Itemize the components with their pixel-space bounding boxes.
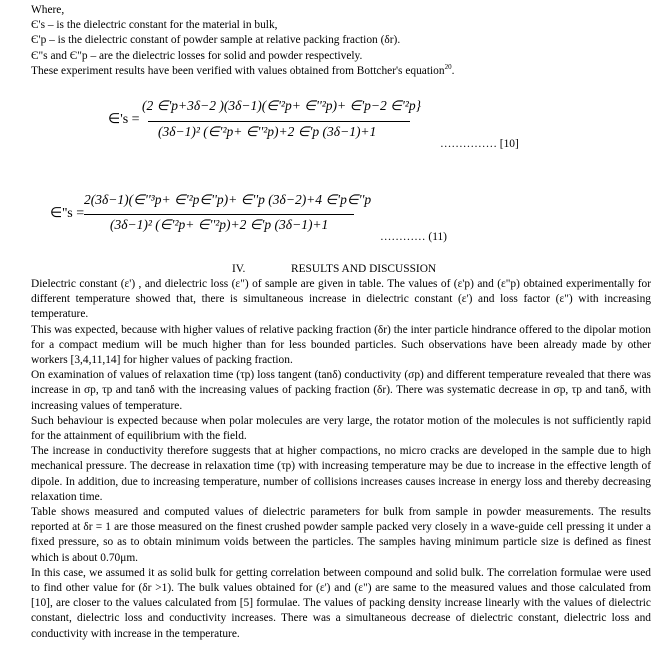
bottcher-ref: 20: [444, 63, 452, 72]
equation-10-lhs: ∈'s =: [108, 112, 140, 127]
bottcher-text: These experiment results have been verified with values obtained from Bottcher's equation: [31, 64, 445, 77]
paragraph-7: In this case, we assumed it as solid bulk for getting correlation between compound and solid bulk. The correlation formulae were used to find other value for (δr >1). The bulk values obtained for (ε') and (ε") are same to the measured values and those calculated from [10], are closer to the values calculated from [5] formulae. The values of packing density increase linearly with the values of dielectric constant, dielectric loss and conductivity increases. There was a simultaneous decrease of dielectric constant, dielectric loss and conductivity with increase in the temperature.: [31, 566, 651, 640]
equation-11-bar: [84, 214, 354, 215]
definitions-block: [31, 3, 651, 79]
equation-10-bar: [148, 121, 410, 122]
paragraph-1: Dielectric constant (ε') , and dielectric loss (ε") of sample are given in table. The values of (ε'p) and (ε"p) obtained experimentally for different temperature showed that, there is simultaneous increase in dielectric constant (ε') and loss factor (ε") with increasing temperature.: [31, 278, 651, 321]
results-body: [31, 277, 651, 642]
definition-losses: Є"s and Є"p – are the dielectric losses for solid and powder respectively.: [31, 49, 363, 62]
equation-11-numerator: 2(3δ−1)(∈''³p+ ∈'²p∈''p)+ ∈''p (3δ−2)+4 ∈'p∈''p: [84, 192, 372, 207]
definition-es: Є's – is the dielectric constant for the material in bulk,: [31, 19, 278, 32]
section-title: RESULTS AND DISCUSSION: [291, 263, 437, 275]
equation-10-denominator: (3δ−1)² (∈'²p+ ∈''²p)+2 ∈'p (3δ−1)+1: [158, 124, 377, 139]
where-text: Where,: [31, 4, 65, 16]
equation-10-number: …………… [10]: [440, 138, 519, 150]
section-numeral: IV.: [232, 263, 246, 275]
definition-ep: Є'p – is the dielectric constant of powder sample at relative packing fraction (δr).: [31, 34, 401, 47]
equation-10-numerator: (2 ∈'p+3δ−2 )(3δ−1)(∈'²p+ ∈''²p)+ ∈'p−2 ∈'²p}: [142, 98, 421, 113]
equation-11-lhs: ∈''s =: [50, 206, 85, 221]
bottcher-end: .: [451, 64, 455, 77]
bottcher-sentence: [31, 64, 651, 79]
equation-11-number: ………… (11): [380, 231, 447, 243]
paragraph-4: Such behaviour is expected because when polar molecules are very large, the rotator motion of the molecules is not sufficiently rapid for the attainment of equilibrium with the field.: [31, 414, 651, 443]
paragraph-2: This was expected, because with higher values of relative packing fraction (δr) the inter particle hindrance offered to the dipolar motion for a compact medium will be much higher than for less bounded particles. Such observations have been already made by other workers [3,4,11,14] for higher values of packing fraction.: [31, 323, 651, 367]
paragraph-6: Table shows measured and computed values of dielectric parameters for bulk from sample in powder measurements. The results reported at δr = 1 are those measured on the finest crushed powder sample packed very closely in a wave-guide cell pressing it under a fixed pressure, so as to obtain minimum voids between the particles. The samples having minimum particle size is defined as finest which is about 0.70μm.: [31, 506, 651, 564]
paragraph-5: The increase in conductivity therefore suggests that at higher compactions, no micro cracks are developed in the sample due to high mechanical pressure. The decrease in relaxation time (τp) with increasing temperature may be due to increase in the effective length of dipole. In addition, due to increasing temperature, number of collisions increases causes increase in energy loss and thereby decreasing relaxation time.: [31, 445, 651, 503]
equation-11-denominator: (3δ−1)² (∈'²p+ ∈''²p)+2 ∈'p (3δ−1)+1: [110, 217, 329, 232]
paragraph-3: On examination of values of relaxation time (τp) loss tangent (tanδ) conductivity (σp) and different temperature revealed that there was increase in σp, τp and tanδ with the increasing values of packing fraction (δr). There was systematic decrease in σp, τp and tanδ, with increasing values of temperature.: [31, 369, 651, 412]
